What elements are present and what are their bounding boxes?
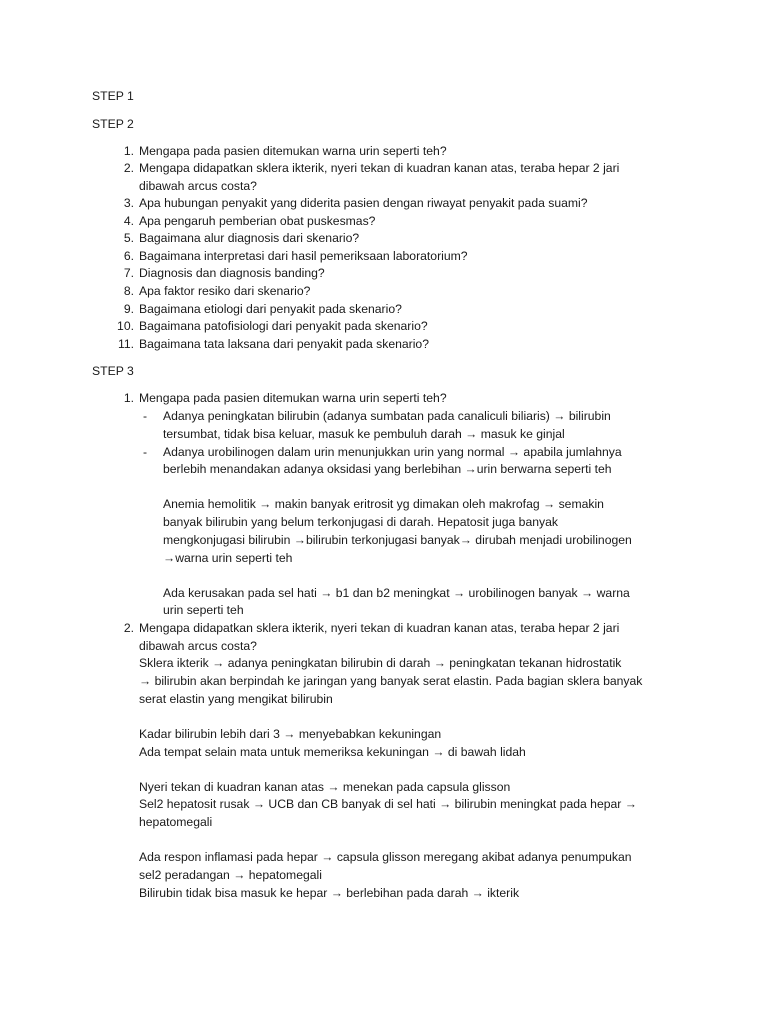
- list-number: 1.: [123, 391, 134, 405]
- question: Mengapa didapatkan sklera ikterik, nyeri tekan di kuadran kanan atas, teraba hepar 2 jari: [139, 621, 620, 635]
- paragraph-line: Bilirubin tidak bisa masuk ke hepar → berlebihan pada darah → ikterik: [139, 886, 520, 900]
- list-number: 7.: [123, 266, 134, 280]
- paragraph-line: Ada tempat selain mata untuk memeriksa kekuningan → di bawah lidah: [139, 745, 526, 759]
- bullet-text: Adanya peningkatan bilirubin (adanya sumbatan pada canaliculi biliaris) → bilirubin: [163, 409, 611, 423]
- paragraph-line: Sklera ikterik → adanya peningkatan bilirubin di darah → peningkatan tekanan hidrostatik: [139, 656, 622, 670]
- paragraph-line: mengkonjugasi bilirubin →bilirubin terkonjugasi banyak→ dirubah menjadi urobilinogen: [163, 533, 632, 547]
- list-number: 3.: [123, 196, 134, 210]
- list-number: 9.: [123, 302, 134, 316]
- paragraph-line: sel2 peradangan → hepatomegali: [139, 868, 322, 882]
- list-item: Bagaimana alur diagnosis dari skenario?: [139, 231, 360, 245]
- list-number: 1.: [123, 144, 134, 158]
- list-item: Apa pengaruh pemberian obat puskesmas?: [139, 214, 376, 228]
- list-item: Bagaimana tata laksana dari penyakit pada skenario?: [139, 337, 429, 351]
- paragraph-line: hepatomegali: [139, 815, 213, 829]
- bullet-text: berlebih menandakan adanya oksidasi yang berlebihan →urin berwarna seperti teh: [163, 462, 612, 476]
- list-item: Apa faktor resiko dari skenario?: [139, 284, 311, 298]
- paragraph-line: Sel2 hepatosit rusak → UCB dan CB banyak di sel hati → bilirubin meningkat pada hepar →: [139, 797, 637, 811]
- list-number: 4.: [123, 214, 134, 228]
- bullet-text: Adanya urobilinogen dalam urin menunjukkan urin yang normal → apabila jumlahnya: [163, 445, 622, 459]
- bullet-dash: -: [143, 445, 148, 459]
- question: dibawah arcus costa?: [139, 639, 257, 653]
- list-number: 8.: [123, 284, 134, 298]
- step2-heading: STEP 2: [92, 117, 134, 131]
- paragraph-line: urin seperti teh: [163, 603, 244, 617]
- list-item: Bagaimana interpretasi dari hasil pemeriksaan laboratorium?: [139, 249, 468, 263]
- bullet-text: tersumbat, tidak bisa keluar, masuk ke pembuluh darah → masuk ke ginjal: [163, 427, 565, 441]
- list-item: Mengapa didapatkan sklera ikterik, nyeri tekan di kuadran kanan atas, teraba hepar 2 jari: [139, 161, 620, 175]
- list-number: 5.: [123, 231, 134, 245]
- paragraph-line: Kadar bilirubin lebih dari 3 → menyebabkan kekuningan: [139, 727, 442, 741]
- list-number: 11.: [117, 337, 134, 351]
- paragraph-line: Anemia hemolitik → makin banyak eritrosit yg dimakan oleh makrofag → semakin: [163, 497, 604, 511]
- list-item: Apa hubungan penyakit yang diderita pasien dengan riwayat penyakit pada suami?: [139, 196, 588, 210]
- list-number: 2.: [123, 161, 134, 175]
- list-item: Diagnosis dan diagnosis banding?: [139, 266, 325, 280]
- paragraph-line: Nyeri tekan di kuadran kanan atas → menekan pada capsula glisson: [139, 780, 511, 794]
- list-item: Bagaimana patofisiologi dari penyakit pada skenario?: [139, 319, 428, 333]
- step3-heading: STEP 3: [92, 364, 134, 378]
- list-item-continued: dibawah arcus costa?: [139, 179, 257, 193]
- paragraph-line: serat elastin yang mengikat bilirubin: [139, 692, 333, 706]
- list-number: 2.: [123, 621, 134, 635]
- paragraph-line: → bilirubin akan berpindah ke jaringan yang banyak serat elastin. Pada bagian sklera banyak: [139, 674, 643, 688]
- paragraph-line: Ada kerusakan pada sel hati → b1 dan b2 meningkat → urobilinogen banyak → warna: [163, 586, 630, 600]
- bullet-dash: -: [143, 409, 148, 423]
- list-item: Bagaimana etiologi dari penyakit pada skenario?: [139, 302, 402, 316]
- paragraph-line: →warna urin seperti teh: [163, 551, 293, 565]
- list-number: 10.: [117, 319, 134, 333]
- question: Mengapa pada pasien ditemukan warna urin seperti teh?: [139, 391, 447, 405]
- paragraph-line: Ada respon inflamasi pada hepar → capsula glisson meregang akibat adanya penumpukan: [139, 850, 632, 864]
- list-item: Mengapa pada pasien ditemukan warna urin seperti teh?: [139, 144, 447, 158]
- list-number: 6.: [123, 249, 134, 263]
- step1-heading: STEP 1: [92, 89, 134, 103]
- paragraph-line: banyak bilirubin yang belum terkonjugasi di darah. Hepatosit juga banyak: [163, 515, 558, 529]
